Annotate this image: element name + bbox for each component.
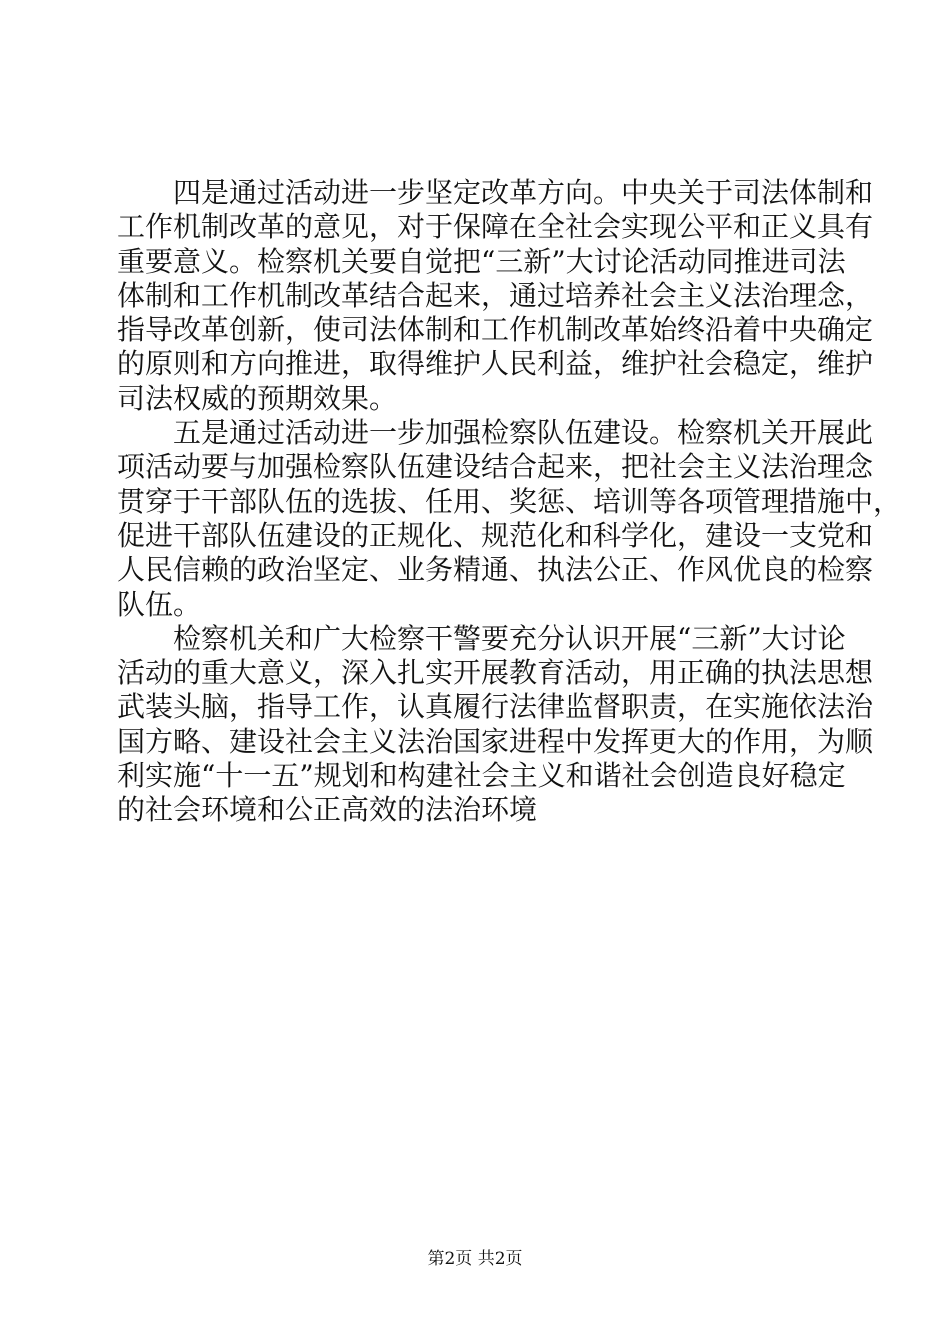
page-number: 第2页 共2页 <box>427 1249 523 1269</box>
paragraph-line: 项活动要与加强检察队伍建设结合起来，把社会主义法治理念 <box>117 450 874 484</box>
document-body <box>117 176 902 828</box>
paragraph-line: 贯穿于干部队伍的选拔、任用、奖惩、培训等各项管理措施中， <box>117 484 902 518</box>
paragraph-line: 检察机关和广大检察干警要充分认识开展“三新”大讨论 <box>117 621 846 655</box>
paragraph-1 <box>117 176 874 416</box>
paragraph-line: 的原则和方向推进，取得维护人民利益，维护社会稳定，维护 <box>117 347 874 381</box>
page-footer <box>0 1244 950 1269</box>
paragraph-line: 四是通过活动进一步坚定改革方向。中央关于司法体制和 <box>117 176 874 209</box>
paragraph-line: 国方略、建设社会主义法治国家进程中发挥更大的作用，为顺 <box>117 724 874 758</box>
paragraph-line: 司法权威的预期效果。 <box>117 381 398 415</box>
paragraph-line: 利实施“十一五”规划和构建社会主义和谐社会创造良好稳定 <box>117 759 846 793</box>
paragraph-line: 指导改革创新，使司法体制和工作机制改革始终沿着中央确定 <box>117 313 874 347</box>
paragraph-line: 队伍。 <box>117 587 202 621</box>
paragraph-line: 人民信赖的政治坚定、业务精通、执法公正、作风优良的检察 <box>117 553 874 587</box>
paragraph-2 <box>117 416 902 622</box>
paragraph-line: 体制和工作机制改革结合起来，通过培养社会主义法治理念， <box>117 278 874 312</box>
paragraph-line: 的社会环境和公正高效的法治环境 <box>117 793 538 827</box>
paragraph-line: 五是通过活动进一步加强检察队伍建设。检察机关开展此 <box>117 416 874 450</box>
paragraph-line: 促进干部队伍建设的正规化、规范化和科学化，建设一支党和 <box>117 518 874 552</box>
paragraph-line: 工作机制改革的意见，对于保障在全社会实现公平和正义具有 <box>117 210 874 244</box>
paragraph-line: 活动的重大意义，深入扎实开展教育活动，用正确的执法思想 <box>117 656 874 690</box>
paragraph-line: 重要意义。检察机关要自觉把“三新”大讨论活动同推进司法 <box>117 244 846 278</box>
paragraph-3 <box>117 621 874 828</box>
paragraph-line: 武装头脑，指导工作，认真履行法律监督职责，在实施依法治 <box>117 690 874 724</box>
